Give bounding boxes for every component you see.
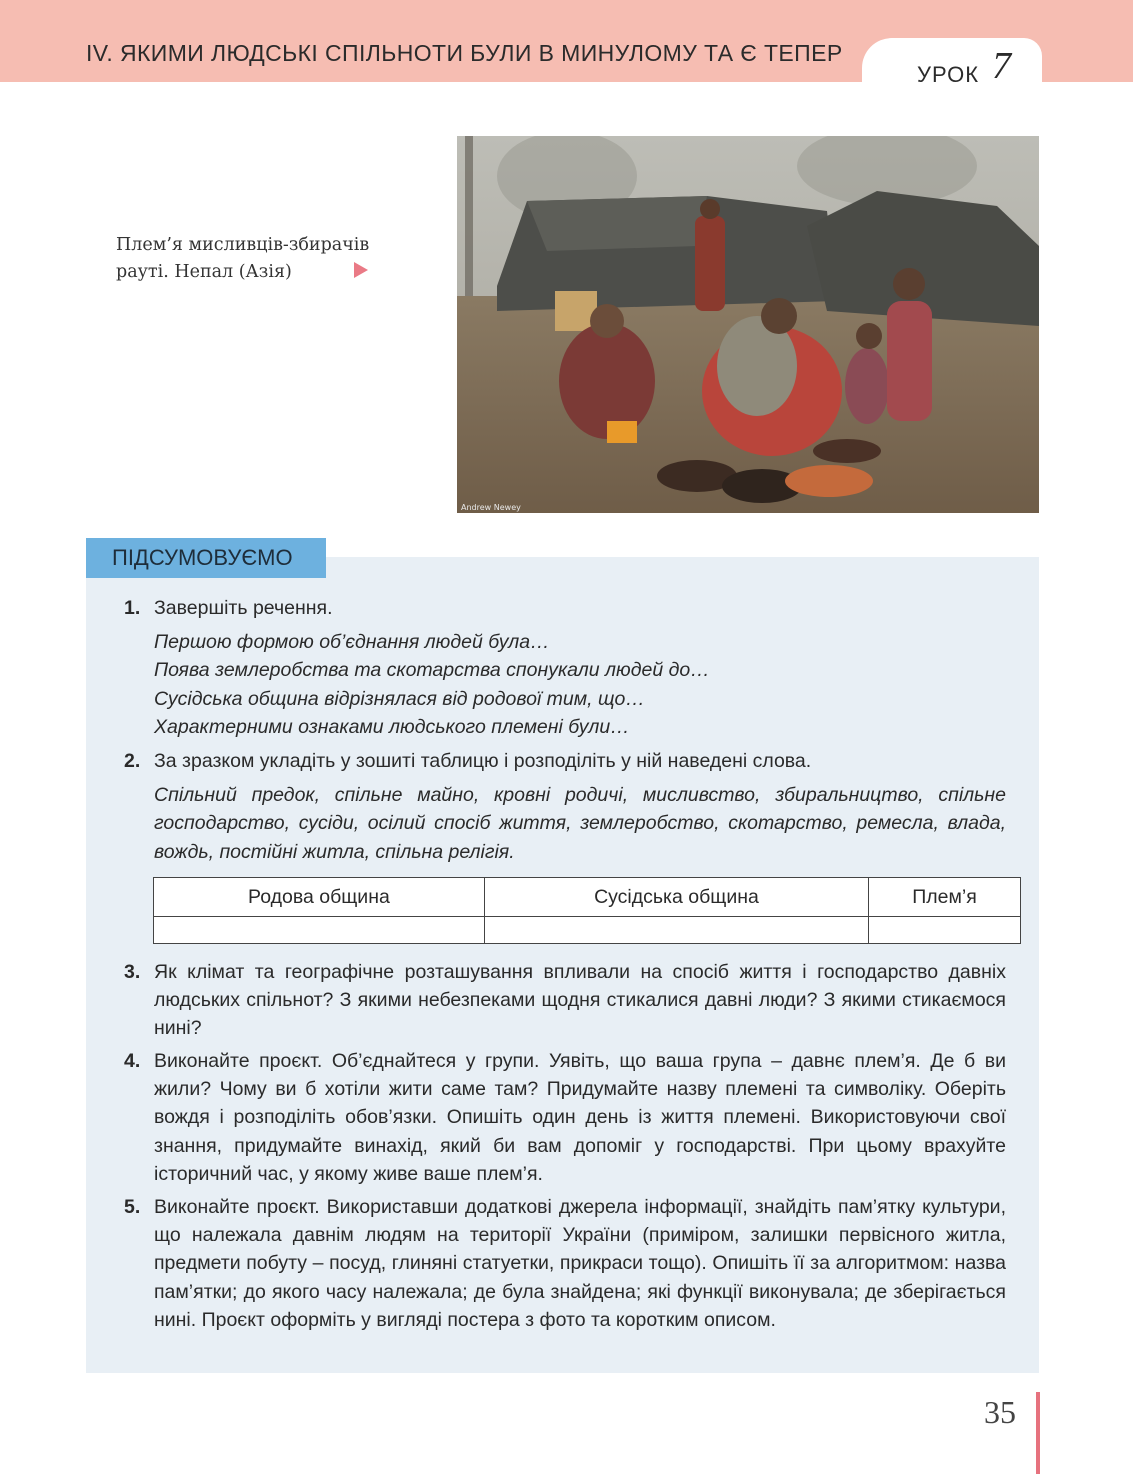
photo-caption bbox=[116, 232, 369, 286]
question-number: 4. bbox=[124, 1050, 141, 1072]
question-5 bbox=[124, 1193, 1006, 1334]
question-2 bbox=[124, 747, 1006, 866]
section-title: IV. ЯКИМИ ЛЮДСЬКІ СПІЛЬНОТИ БУЛИ В МИНУЛОМУ ТА Є ТЕПЕР bbox=[86, 40, 843, 66]
caption-line-2: рауті. Непал (Азія) bbox=[116, 262, 292, 282]
lesson-number: 7 bbox=[992, 45, 1011, 87]
table-header: Плем’я bbox=[869, 878, 1021, 917]
table-header: Родова община bbox=[154, 878, 485, 917]
sentence-line: Першою формою об’єднання людей була… bbox=[154, 631, 550, 654]
question-text: Виконайте проєкт. Використавши додаткові джерела інформації, знайдіть пам’ятку культури, що належала давнім людям на території України (приміром, залишки первісного житла, предмети побуту – посуд, глиняні статуетки, прикраси тощо). Опишіть її за алгоритмом: назва пам’ятки; до якого часу належала; де була знайдена; які функції виконувала; де зберігається нині. Проєкт оформіть у вигляді постера з фото та коротким описом. bbox=[154, 1196, 1006, 1331]
question-3 bbox=[124, 958, 1006, 1043]
question-text: Як клімат та географічне розташування впливали на спосіб життя і господарство давніх людських спільнот? З якими небезпеками щодня стикалися давні люди? З якими стикаємося нині? bbox=[154, 961, 1006, 1040]
word-list: Спільний предок, спільне майно, кровні родичі, мисливство, збиральництво, спільне господарство, сусіди, осілий спосіб життя, землеробство, скотарство, ремесла, влада, вождь, постійні житла, спільна релігія. bbox=[154, 784, 1006, 863]
page-number: 35 bbox=[984, 1394, 1016, 1430]
photo-credit: Andrew Newey bbox=[461, 503, 521, 512]
question-text: Виконайте проєкт. Об’єднайтеся у групи. Уявіть, що ваша група – давнє плем’я. Де б ви жили? Чому ви б хотіли жити саме там? Придумайте назву племені та символіку. Оберіть вождя і розподіліть обов’язки. Опишіть один день із життя племені. Використовуючи свої знання, придумайте винахід, який би вам допоміг у господарстві. При цьому врахуйте історичний час, у якому живе ваше плем’я. bbox=[154, 1050, 1006, 1185]
sentence-line: Поява землеробства та скотарства спонукали людей до… bbox=[154, 659, 710, 682]
table-cell bbox=[154, 917, 485, 944]
question-text: За зразком укладіть у зошиті таблицю і розподіліть у ній наведені слова. bbox=[154, 750, 812, 772]
summary-title: ПІДСУМОВУЄМО bbox=[86, 538, 326, 578]
question-number: 3. bbox=[124, 961, 141, 983]
table-cell bbox=[484, 917, 868, 944]
question-1 bbox=[124, 594, 1006, 741]
lesson-label: УРОК bbox=[917, 62, 980, 87]
question-number: 2. bbox=[124, 750, 141, 772]
sentence-line: Характерними ознаками людського племені були… bbox=[154, 715, 630, 738]
tribe-photo bbox=[457, 136, 1039, 513]
question-text: Завершіть речення. bbox=[154, 597, 333, 619]
question-number: 5. bbox=[124, 1196, 141, 1218]
table-header: Сусідська община bbox=[484, 878, 868, 917]
table-cell bbox=[869, 917, 1021, 944]
sentence-line: Сусідська община відрізнялася від родової тим, що… bbox=[154, 687, 645, 710]
caption-arrow-icon bbox=[354, 262, 368, 278]
caption-line-1: Плем’я мисливців-збирачів bbox=[116, 235, 370, 255]
question-4 bbox=[124, 1047, 1006, 1188]
page-accent-bar bbox=[1036, 1392, 1040, 1474]
community-table bbox=[153, 877, 1021, 944]
question-number: 1. bbox=[124, 597, 141, 619]
